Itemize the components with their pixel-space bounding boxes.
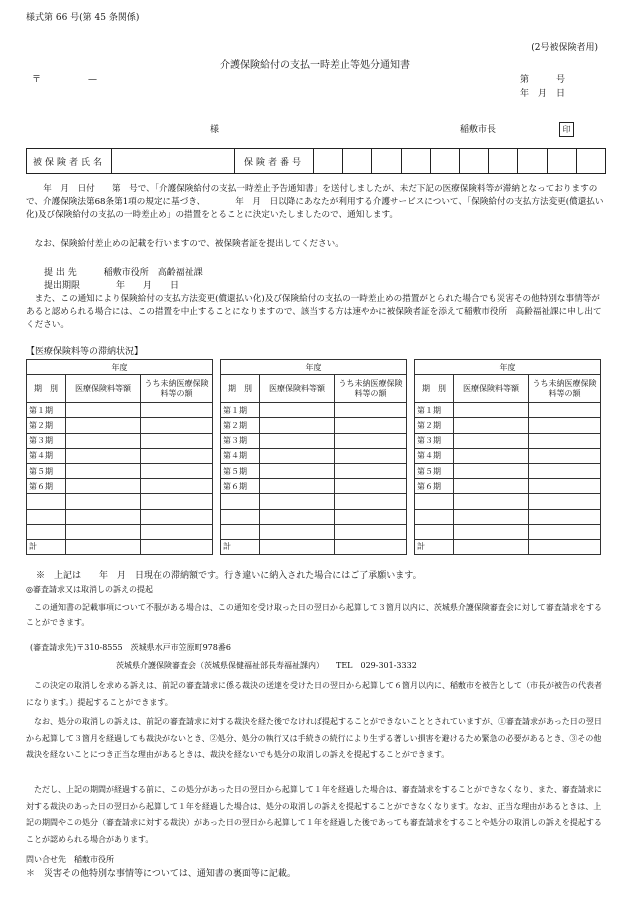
addressee-suffix: 様 xyxy=(210,125,220,135)
arrears-section-title: 【医療保険料等の滞納状況】 xyxy=(26,347,144,357)
period-label: 第６期 xyxy=(415,479,454,494)
submit-card-paragraph: なお、保険給付差止めの記載を行いますので、被保険者証を提出してください。 xyxy=(26,239,344,249)
document-title: 介護保険給付の支払一時差止等処分通知書 xyxy=(220,60,410,71)
period-label: 第３期 xyxy=(27,433,66,448)
fiscal-year-header: 年度 xyxy=(221,360,407,375)
form-number: 様式第 66 号(第 45 条関係) xyxy=(26,13,140,23)
lawsuit-condition-paragraph: なお、処分の取消しの訴えは、前記の審査請求に対する裁決を経た後でなければ提起することができないこととされていますが、①審査請求があった日の翌日から起算して３箇月を経過しても裁決がないとき、②処分、処分の執行又は手続きの続行により生ずる著しい損害を避けるため緊急の必要があるとき、③その他裁決を経ないことにつき正当な理由があるときは、裁決を経ないでも処分の取消しの訴えを提起することができます。 xyxy=(26,717,602,759)
arrears-note: ※ 上記は 年 月 日現在の滞納額です。行き違いに納入された場合にはご了承願います。 xyxy=(36,571,422,581)
postal-mark: 〒 xyxy=(32,75,42,85)
period-label: 第２期 xyxy=(221,418,260,433)
insured-info-table xyxy=(26,148,606,174)
suspension-exception-paragraph: また、この通知により保険給付の支払方法変更(償還払い化)及び保険給付の支払の一時差止めの措置がとられた場合でも災害その他特別な事情等があると認められる場合には、この措置を中止することになりますので、該当する方は速やかに被保険者証を添えて稲敷市役所 高齢福祉課に申し出てください。 xyxy=(26,294,602,331)
period-label: 第４期 xyxy=(415,448,454,463)
arrears-table xyxy=(26,359,213,555)
digit-box xyxy=(518,149,547,174)
period-label: 第２期 xyxy=(27,418,66,433)
digit-box xyxy=(576,149,605,174)
digit-box xyxy=(401,149,430,174)
period-label: 第６期 xyxy=(221,479,260,494)
form-note: (2号被保険者用) xyxy=(531,43,598,53)
appeal-destination: (審査請求先)〒310-8555 茨城県水戸市笠原町978番6 xyxy=(30,643,231,652)
footer-note: ＊ 災害その他特別な事情等については、通知書の裏面等に記載。 xyxy=(26,869,296,879)
col-amount: 医療保険料等額 xyxy=(454,375,529,403)
period-label: 第６期 xyxy=(27,479,66,494)
period-label: 第４期 xyxy=(27,448,66,463)
col-amount: 医療保険料等額 xyxy=(260,375,335,403)
col-period: 期 別 xyxy=(27,375,66,403)
digit-box xyxy=(489,149,518,174)
appeal-paragraph: この通知書の記載事項について不服がある場合は、この通知を受け取った日の翌日から起算して３箇月以内に、茨城県介護保険審査会に対して審査請求をすることができます。 xyxy=(26,603,602,627)
document-date: 年 月 日 xyxy=(520,89,566,99)
col-unpaid: うち未納医療保険料等の額 xyxy=(335,375,407,403)
digit-box xyxy=(430,149,459,174)
digit-box xyxy=(343,149,372,174)
col-amount: 医療保険料等額 xyxy=(66,375,141,403)
period-label: 第４期 xyxy=(221,448,260,463)
period-label: 第３期 xyxy=(415,433,454,448)
period-label: 第５期 xyxy=(221,463,260,478)
col-unpaid: うち未納医療保険料等の額 xyxy=(529,375,601,403)
appeal-heading: ◎審査請求又は取消しの訴えの提起 xyxy=(26,585,153,594)
period-label: 第１期 xyxy=(27,403,66,418)
lawsuit-paragraph: この決定の取消しを求める訴えは、前記の審査請求に係る裁決の送達を受けた日の翌日から起算して６箇月以内に、稲敷市を被告として（市長が被告の代表者になります。）提起することができます。 xyxy=(26,681,602,707)
seal-mark: 印 xyxy=(559,122,574,137)
submit-deadline: 提出期限 年 月 日 xyxy=(44,281,180,291)
document-number: 第 号 xyxy=(520,75,566,85)
digit-box xyxy=(459,149,488,174)
inquiry-contact: 問い合せ先 稲敷市役所 xyxy=(26,855,114,864)
fiscal-year-header: 年度 xyxy=(415,360,601,375)
col-unpaid: うち未納医療保険料等の額 xyxy=(141,375,213,403)
period-label: 第５期 xyxy=(415,463,454,478)
period-label: 第３期 xyxy=(221,433,260,448)
arrears-table xyxy=(414,359,601,555)
period-label: 第１期 xyxy=(221,403,260,418)
postal-dash: — xyxy=(88,75,97,85)
col-period: 期 別 xyxy=(415,375,454,403)
insured-name-field xyxy=(112,149,235,174)
submit-destination: 提 出 先 稲敷市役所 高齢福祉課 xyxy=(44,268,203,278)
fiscal-year-header: 年度 xyxy=(27,360,213,375)
total-label: 計 xyxy=(27,539,66,554)
deadline-paragraph: ただし、上記の期間が経過する前に、この処分があった日の翌日から起算して１年を経過した場合は、審査請求をすることができなくなり、また、審査請求に対する裁決のあった日の翌日から起算して１年を経過した場合は、処分の取消しの訴えを提起することができなくなります。なお、正当な理由があるときは、上記の期間やこの処分（審査請求に対する裁決）があった日の翌日から起算して１年を経過した後であっても審査請求をすることや処分の取消しの訴えを提起することが認められる場合があります。 xyxy=(26,785,602,844)
digit-box xyxy=(547,149,576,174)
arrears-table xyxy=(220,359,407,555)
period-label: 第１期 xyxy=(415,403,454,418)
period-label: 第５期 xyxy=(27,463,66,478)
notice-paragraph: 年 月 日付 第 号で、「介護保険給付の支払一時差止予告通知書」を送付しましたが、未だ下記の医療保険料等が滞納となっておりますので、介護保険法第68条第1項の規定に基づき、 年 月 日以降にあなたが利用する介護サービスについて、「保険給付の支払方法変更(償還払い化)及び保険給付の支払の一時差止め」の措置をとることに決定いたしましたので、通知します。 xyxy=(26,184,604,221)
appeal-organization: 茨城県介護保険審査会（茨城県保健福祉部長寿福祉課内） TEL 029-301-3332 xyxy=(116,661,417,670)
issuer-name: 稲敷市長 xyxy=(460,125,497,135)
total-label: 計 xyxy=(415,539,454,554)
insured-number-label: 保険者番号 xyxy=(235,149,314,174)
digit-box xyxy=(314,149,343,174)
total-label: 計 xyxy=(221,539,260,554)
insured-name-label: 被保険者氏名 xyxy=(27,149,112,174)
period-label: 第２期 xyxy=(415,418,454,433)
col-period: 期 別 xyxy=(221,375,260,403)
digit-box xyxy=(372,149,401,174)
